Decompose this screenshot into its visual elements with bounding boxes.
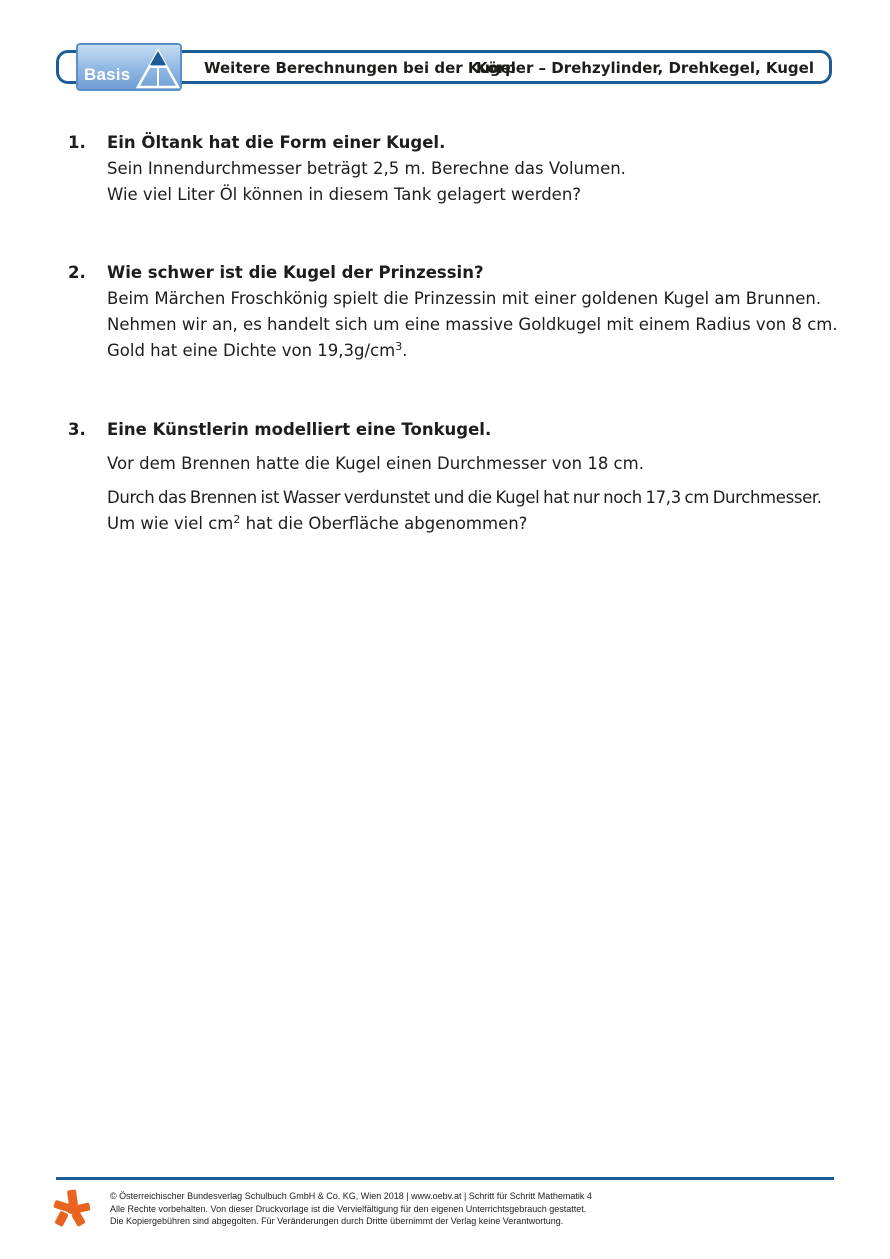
task-title: Ein Öltank hat die Form einer Kugel. (107, 133, 446, 152)
fees-line: Die Kopiergebühren sind abgegolten. Für Veränderungen durch Dritte übernimmt der Verlag keine Verantwortung. (110, 1216, 564, 1226)
task-text: Beim Märchen Froschkönig spielt die Prinzessin mit einer goldenen Kugel am Brunnen. (107, 289, 822, 308)
task-text: Nehmen wir an, es handelt sich um eine massive Goldkugel mit einem Radius von 8 cm. (107, 315, 838, 334)
question-text: Um wie viel cm (107, 514, 234, 533)
copyright-notice (110, 1190, 592, 1228)
publisher-logo-icon (52, 1188, 92, 1228)
task-text: Durch das Brennen ist Wasser verdunstet und die Kugel hat nur noch 17,3 cm Durchmesser. (107, 488, 822, 507)
task-text: Wie viel Liter Öl können in diesem Tank gelagert werden? (107, 185, 582, 204)
worksheet-title: Weitere Berechnungen bei der Kugel (204, 59, 516, 77)
task-title: Eine Künstlerin modelliert eine Tonkugel. (107, 420, 492, 439)
task-number: 2. (68, 263, 86, 282)
task-title: Wie schwer ist die Kugel der Prinzessin? (107, 263, 484, 282)
task-text (107, 338, 837, 364)
chapter-title: Körper – Drehzylinder, Drehkegel, Kugel (475, 59, 814, 77)
density-text: Gold hat eine Dichte von 19,3g/cm (107, 341, 396, 360)
sentence-end: . (402, 341, 408, 360)
task-text (107, 511, 837, 537)
footer-rule (56, 1177, 834, 1180)
exponent: 2 (233, 513, 241, 526)
exponent: 3 (395, 340, 403, 353)
copyright-line: © Österreichischer Bundesverlag Schulbuch GmbH & Co. KG, Wien 2018 | www.oebv.at | Schritt für Schritt Mathematik 4 (110, 1191, 592, 1201)
badge-label: Basis (84, 65, 131, 84)
task-number: 3. (68, 420, 86, 439)
task-text: Vor dem Brennen hatte die Kugel einen Durchmesser von 18 cm. (107, 454, 644, 473)
rights-line: Alle Rechte vorbehalten. Von dieser Druckvorlage ist die Vervielfältigung für den eigenen Unterrichtsgebrauch gestattet. (110, 1203, 587, 1214)
basis-badge (76, 43, 182, 91)
task-text: Sein Innendurchmesser beträgt 2,5 m. Berechne das Volumen. (107, 159, 626, 178)
level-triangle-icon (136, 49, 180, 89)
task-number: 1. (68, 133, 86, 152)
question-text-end: hat die Oberfläche abgenommen? (240, 514, 528, 533)
